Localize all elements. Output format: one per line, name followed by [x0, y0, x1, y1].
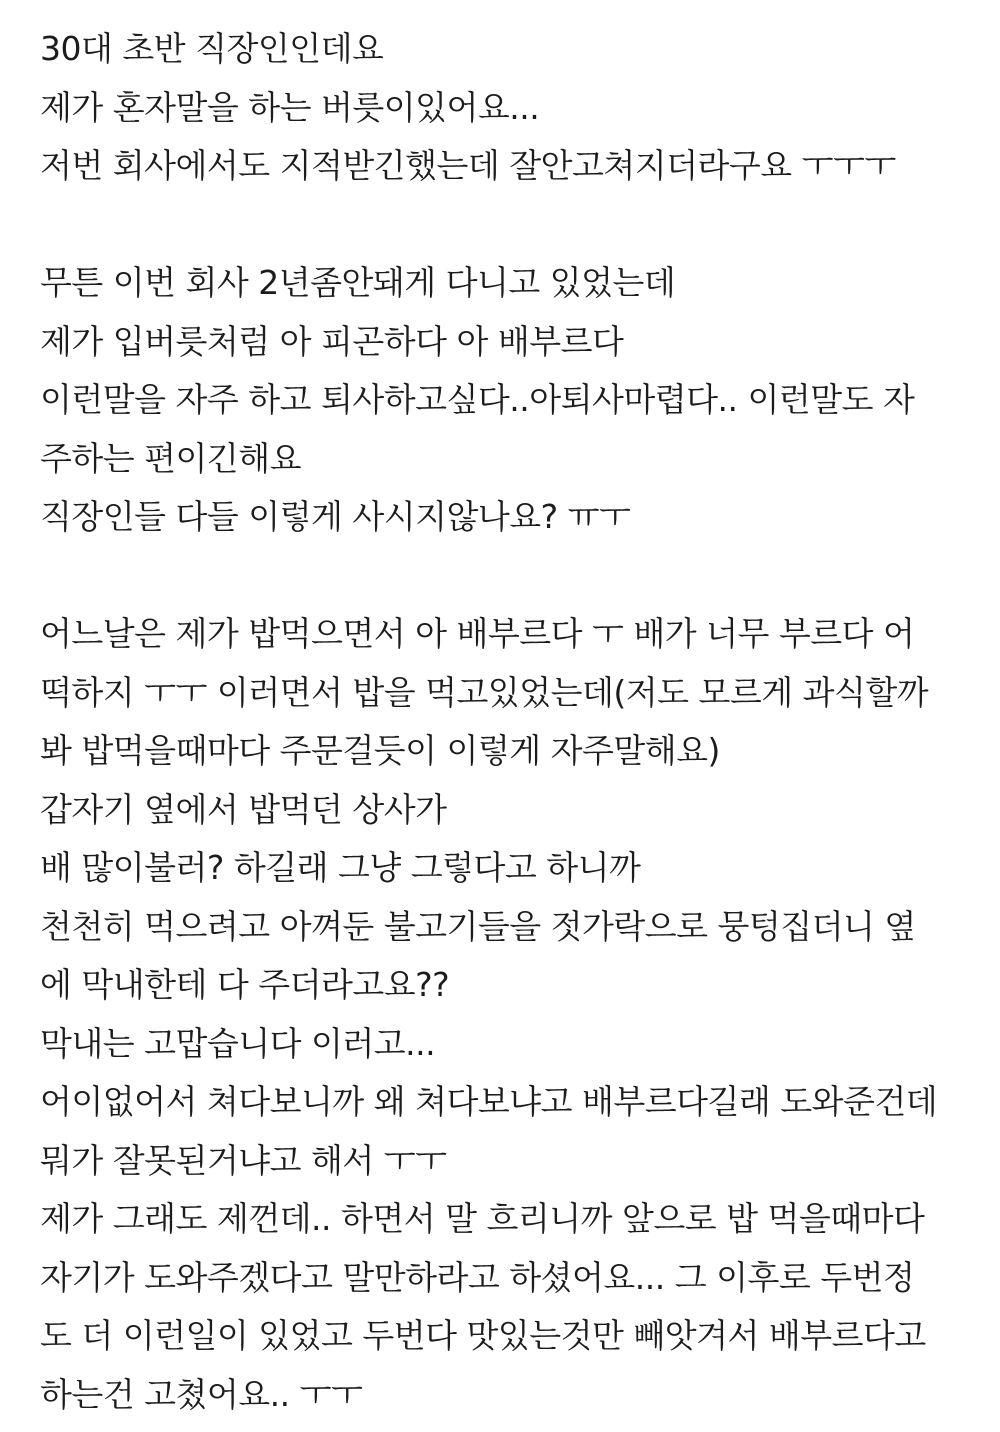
post-body: [40, 20, 970, 1424]
text-line: 에 막내한테 다 주더라고요??: [40, 965, 450, 1004]
text-line: 주하는 편이긴해요: [40, 438, 302, 478]
text-line: 뭐가 잘못된거냐고 해서 ㅜㅜ: [40, 1140, 447, 1180]
text-line: 이런말을 자주 하고 퇴사하고싶다..아퇴사마렵다.. 이런말도 자: [40, 380, 915, 419]
paragraph-gap: [40, 196, 970, 255]
text-line: 막내는 고맙습니다 이러고...: [40, 1023, 436, 1063]
text-line: 무튼 이번 회사 2년좀안돼게 다니고 있었는데: [40, 263, 676, 302]
text-line: 직장인들 다들 이렇게 사시지않나요? ㅠㅜ: [40, 497, 631, 536]
text-line: 어이없어서 쳐다보니까 왜 쳐다보냐고 배부르다길래 도와준건데: [40, 1082, 938, 1121]
text-line: 갑자기 옆에서 밥먹던 상사가: [40, 789, 447, 829]
text-line: 저번 회사에서도 지적받긴했는데 잘안고쳐지더라구요 ㅜㅜㅜ: [40, 146, 896, 185]
text-line: 봐 밥먹을때마다 주문걸듯이 이렇게 자주말해요): [40, 731, 720, 770]
paragraph-gap: [40, 547, 970, 606]
text-line: 어느날은 제가 밥먹으면서 아 배부르다 ㅜ 배가 너무 부르다 어: [40, 614, 915, 653]
text-line: 자기가 도와주겠다고 말만하라고 하셨어요... 그 이후로 두번정: [40, 1257, 915, 1297]
text-line: 제가 입버릇처럼 아 피곤하다 아 배부르다: [40, 321, 624, 361]
text-line: 도 더 이런일이 있었고 두번다 맛있는것만 빼앗겨서 배부르다고: [40, 1316, 926, 1355]
text-line: 제가 그래도 제껀데.. 하면서 말 흐리니까 앞으로 밥 먹을때마다: [40, 1199, 925, 1238]
text-line: 제가 혼자말을 하는 버릇이있어요...: [40, 87, 540, 127]
text-line: 떡하지 ㅜㅜ 이러면서 밥을 먹고있었는데(저도 모르게 과식할까: [40, 672, 929, 712]
text-line: 하는건 고쳤어요.. ㅜㅜ: [40, 1374, 363, 1414]
text-line: 30대 초반 직장인인데요: [40, 29, 384, 68]
text-line: 배 많이불러? 하길래 그냥 그렇다고 하니까: [40, 848, 641, 887]
text-line: 천천히 먹으려고 아껴둔 불고기들을 젓가락으로 뭉텅집더니 옆: [40, 906, 916, 946]
